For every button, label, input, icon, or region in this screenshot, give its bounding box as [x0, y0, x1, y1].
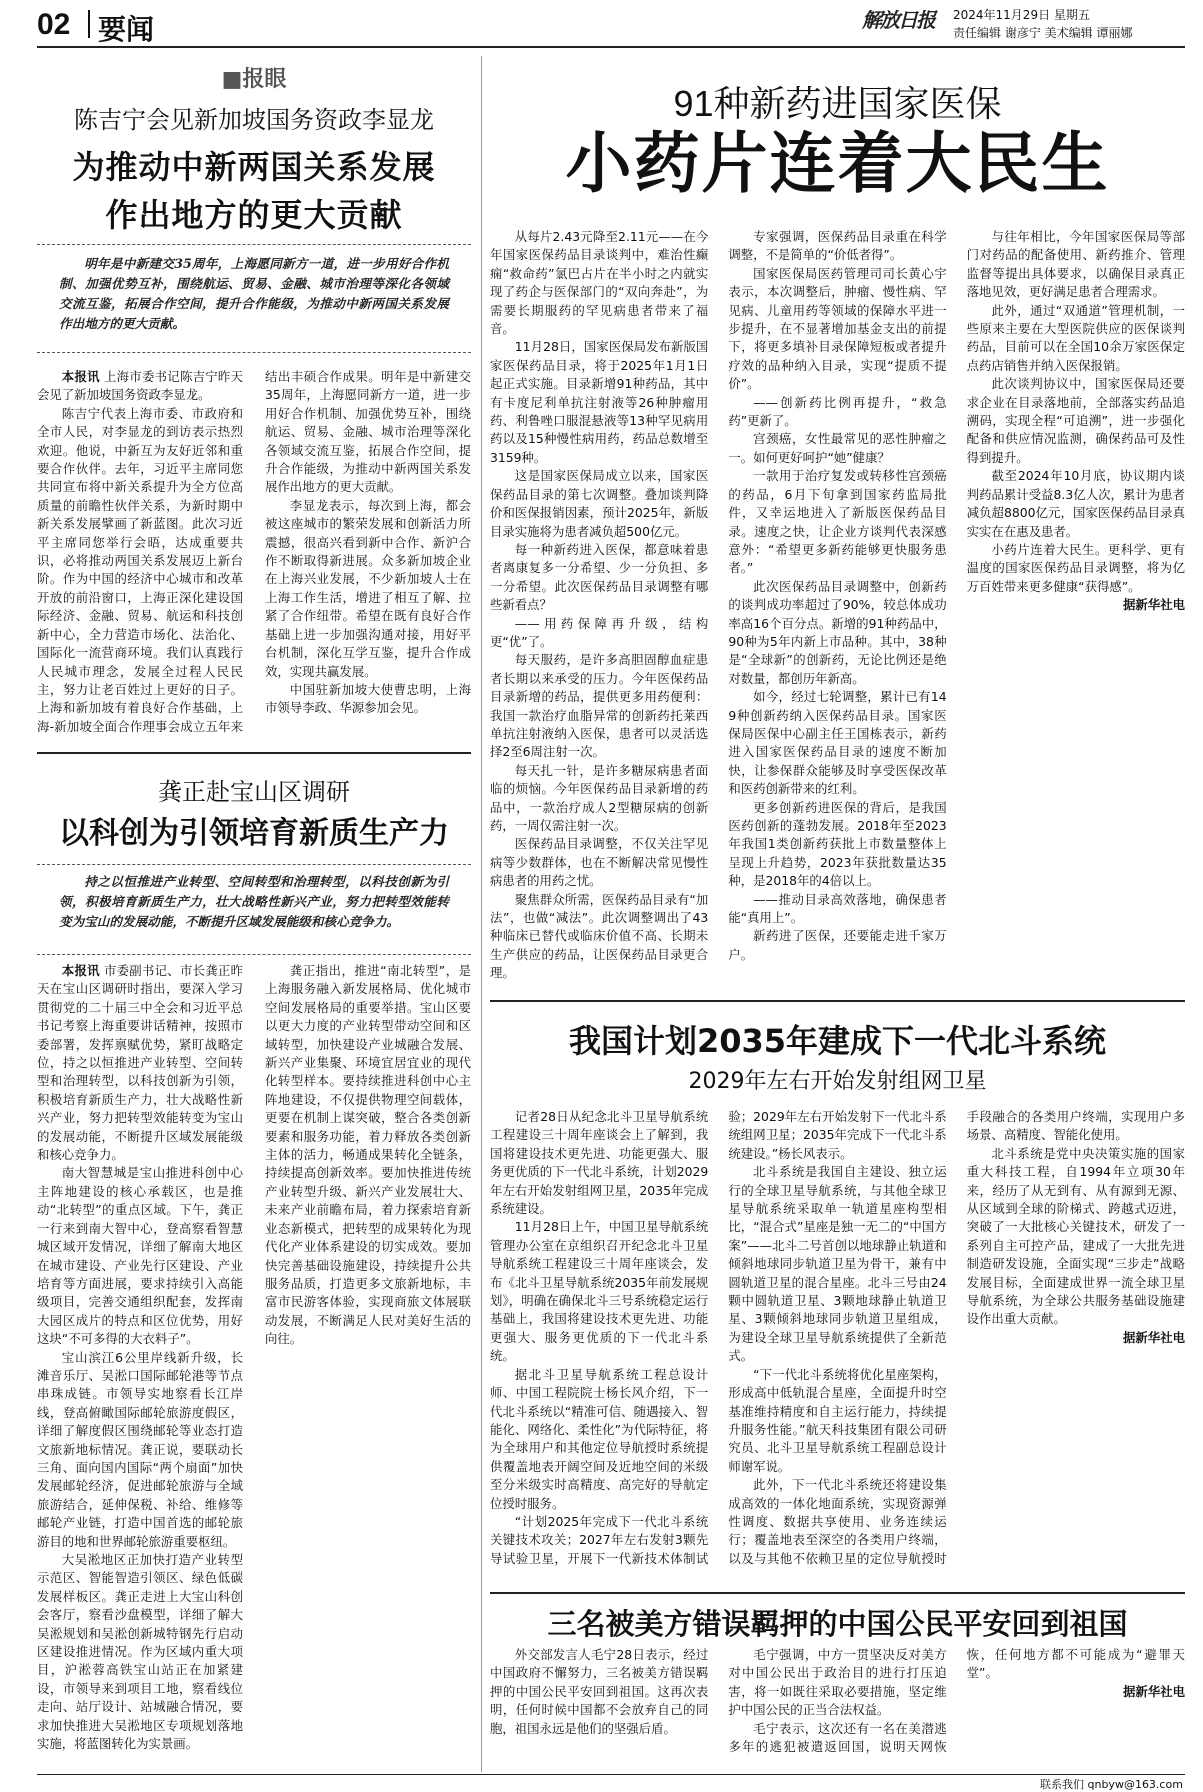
- paragraph: [490, 338, 708, 467]
- paragraph-text: 毛宁强调，中方一贯坚决反对美方对中国公民出于政治目的进行打压迫害，将一如既往采取必要措施，坚定维护中国公民的正当合法权益。: [728, 1647, 947, 1718]
- paragraph-text: 新药进了医保，还要能走进千家万户。: [728, 928, 947, 962]
- page-number: 02: [37, 8, 71, 41]
- paragraph: [728, 394, 946, 431]
- article-citizens-return: [490, 1596, 1185, 1772]
- paragraph-text: ——推动目录高效落地，确保患者能“真用上”。: [728, 891, 947, 926]
- paragraph: [728, 265, 946, 394]
- paragraph: [728, 467, 946, 577]
- paragraph: [728, 799, 946, 891]
- paragraph-text: 每一种新药进入医保，都意味着患者离康复多一分希望、少一分负担、多一分希望。此次医保药品目录调整有哪些新看点？: [490, 541, 709, 613]
- page-header: [0, 0, 1203, 46]
- article-subtitle: 龚正赴宝山区调研: [158, 778, 350, 806]
- article-abstract: 持之以恒推进产业转型、空间转型和治理转型，以科技创新为引领，积极培育新质生产力，壮大战略性新兴产业，努力把转型效能转变为宝山的发展动能，不断提升区域发展能级和核心竞争力。: [59, 874, 449, 929]
- article-title-line1: 为推动中新两国关系发展: [72, 148, 436, 186]
- article-abstract: 明年是中新建交35周年，上海愿同新方一道，进一步用好合作机制、加强优势互补，围绕航运、贸易、金融、城市治理等深化各领域交流互鉴，拓展合作空间，提升合作能级，为推动中新两国关系发展作出地方的更大贡献。: [59, 256, 449, 331]
- divider-a4-a5: [490, 1592, 1185, 1594]
- article-title-line2: 作出地方的更大贡献: [105, 196, 403, 234]
- paragraph: [967, 228, 1185, 302]
- paragraph-text: ——用药保障再升级，结构更“优”了。: [490, 615, 709, 649]
- dateline: 本报讯: [61, 963, 100, 978]
- paragraph-text: 外交部发言人毛宁28日表示，经过中国政府不懈努力，三名被美方错误羁押的中国公民平安回到祖国。这再次表明，任何时候中国都不会放弃自己的同胞，祖国永远是他们的坚强后盾。: [490, 1647, 709, 1736]
- paragraph-text: 截至2024年10月底，协议期内谈判药品累计受益8.3亿人次，累计为患者减负超8800亿元，国家医保药品目录真实实在在惠及患者。: [966, 468, 1185, 539]
- paragraph-text: 李显龙表示，每次到上海，都会被这座城市的繁荣发展和创新活力所震撼，很高兴看到新中合作、新沪合作不断取得新进展。众多新加坡企业在上海兴业发展，不少新加坡人士在上海工作生活，增进了相互了解、拉紧了合作纽带。希望在既有良好合作基础上进一步加强沟通对接，用好平台机制，深化互学互鉴，提升合作成效，实现共赢发展。: [265, 497, 471, 679]
- paragraph-text: 市委副书记、市长龚正昨天在宝山区调研时指出，要深入学习贯彻党的二十届三中全会和习近平总书记考察上海重要讲话精神，按照市委部署，发挥禀赋优势，紧盯战略定位，持之以恒推进产业转型、空间转型和治理转型，以科技创新为引领，积极培育新质生产力，壮大战略性新兴产业，努力把转型效能转变为宝山的发展动能，不断提升区域发展能级和核心竞争力。: [37, 963, 243, 1163]
- masthead-logo: 解放日报: [862, 8, 934, 32]
- paragraph: [490, 1218, 708, 1365]
- article-medical-insurance: [490, 56, 1185, 998]
- paragraph-text: 11月28日，国家医保局发布新版国家医保药品目录，将于2025年1月1日起正式实施。目录新增91种药品，其中有卡度尼利单抗注射液等26种肿瘤用药、利鲁唑口服混悬液等13种罕见病用药以及15种慢性病用药，药品总数增至3159种。: [490, 339, 709, 465]
- paragraph: [37, 1164, 243, 1348]
- article-title: 以科创为引领培育新质生产力: [59, 816, 449, 851]
- paragraph: [37, 368, 243, 405]
- paragraph: [967, 467, 1185, 541]
- article-title: 我国计划2035年建成下一代北斗系统: [568, 1022, 1107, 1060]
- paragraph: [728, 228, 946, 265]
- header-divider: [88, 10, 90, 38]
- paragraph: [490, 541, 708, 615]
- source-text: 据新华社电: [1123, 597, 1185, 613]
- paragraph: [728, 1366, 946, 1476]
- article-title: 三名被美方错误羁押的中国公民平安回到祖国: [547, 1607, 1128, 1641]
- paragraph-text: 陈吉宁代表上海市委、市政府和全市人民，对李显龙的到访表示热烈欢迎。他说，中新互为友好近邻和重要合作伙伴。去年，习近平主席同您共同宣布将中新关系提升为全方位高质量的前瞻性伙伴关系，为新时期中新关系发展擘画了新蓝图。此次习近平主席同您举行会晤，达成重要共识，必将推动两国关系发展迈上新台阶。作为中国的经济中心城市和改革开放的前沿窗口，上海正深化建设国际经济、金融、贸易、航运和科技创新中心，全力营造市场化、法治化、国际化一流营商环境。我们认真践行人民城市理念，发展全过程人民民主，努力让老百姓过上更好的日子。上海和新加坡有着良好合作基础，上海-新加坡全面合作理事会成立五年来结出丰硕合作成果。明年是中新建交35周年，上海愿同新方一道，进一步用好合作机制、加强优势互补，围绕航运、贸易、金融、城市治理等深化各领域交流互鉴，拓展合作空间，提升合作能级，为推动中新两国关系发展作出地方的更大贡献。: [37, 369, 471, 734]
- article-beidou: [490, 1006, 1185, 1588]
- abstract-rule-bottom: [37, 954, 471, 955]
- footer-rule: [37, 1774, 1185, 1775]
- paragraph-text: 北斗系统是党中央决策实施的国家重大科技工程，自1994年立项30年来，经历了从无到有、从有源到无源、从区域到全球的阶梯式、跨越式迈进，突破了一大批核心关键技术，研发了一系列自主可控产品，建成了一大批先进制造研发设施，全面实现“三步走”战略发展目标，全面建成世界一流全球卫星导航系统，为全球公共服务基础设施建设作出重大贡献。: [966, 1145, 1185, 1327]
- abstract-rule-top: [37, 864, 471, 865]
- paragraph-text: 大吴淞地区正加快打造产业转型示范区、智能智造引领区、绿色低碳发展样板区。龚正走进上大宝山科创会客厅，察看沙盘模型，详细了解大吴淞规划和吴淞创新城特钢先行启动区建设推进情况。作为区域内重大项目，沪淞蓉高铁宝山站正在加紧建设，市领导来到项目工地，察看线位走向、站厅设计、站城融合情况，要求加快推进大吴淞地区专项规划落地实施，将蓝图转化为实景画。: [37, 1552, 243, 1752]
- paragraph: [490, 1366, 708, 1513]
- article-body: [37, 962, 471, 1770]
- paragraph-text: 龚正指出，推进“南北转型”，是上海服务融入新发展格局、优化城市空间发展格局的重要举措。宝山区要以更大力度的产业转型带动空间和区域转型，加快建设产业城融合发展、新兴产业集聚、环境宜居宜业的现代化转型样本。要持续推进科创中心主阵地建设，不仅提供物理空间载体，更要在机制上谋突破，整合各类创新要素和服务功能，着力释放各类创新主体的活力，畅通成果转化全链条，持续提高创新效率。要加快推进传统产业转型升级、新兴产业发展壮大、未来产业前瞻布局，着力探索培育新业态新模式，把转型的成果转化为现代化产业体系建设的切实成效。要加快完善基础设施建设，持续提升公共服务品质，打造更多文旅新地标，丰富市民游客体验，实现商旅文体展联动发展，不断满足人民对美好生活的向往。: [265, 963, 471, 1347]
- divider-a1-a2: [37, 752, 471, 754]
- paragraph-text: 一款用于治疗复发或转移性宫颈癌的药品，6月下旬拿到国家药监局批件，又幸运地进入了新版医保药品目录。速度之快，让企业方谈判代表深感意外：“希望更多新药能够更快服务患者。”: [728, 468, 947, 576]
- dateline: 本报讯: [61, 369, 100, 384]
- paragraph-text: 南大智慧城是宝山推进科创中心主阵地建设的核心承载区，也是推动“北转型”的重点区域。下午，龚正一行来到南大智中心，登高察看智慧城区域开发情况，详细了解南大地区在城市建设、产业先行区建设、产业培育等方面进展，要求持续引入高能级项目，完善交通组织配套，发挥南大园区成片的特点和区位优势，用好这块“不可多得的大衣料子”。: [37, 1165, 243, 1347]
- paragraph-text: 毛宁表示，这次还有一名在美潜逃多年的逃犯被遣返回国，说明天网恢恢，任何地方都不可能成为“避罪天堂”。: [728, 1647, 1185, 1755]
- abstract-rule-bottom: [37, 352, 471, 353]
- paragraph-text: 每天扎一针，是许多糖尿病患者面临的烦恼。今年医保药品目录新增的药品中，一款治疗成人2型糖尿病的创新药，一周仅需注射一次。: [490, 762, 709, 833]
- header-rule: [37, 46, 1185, 48]
- article-subtitle: 91种新药进国家医保: [673, 83, 1002, 124]
- paragraph: [490, 835, 708, 890]
- paragraph: [37, 1349, 243, 1551]
- paragraph: [490, 615, 708, 652]
- paragraph: [265, 681, 471, 718]
- source-text: 据新华社电: [1123, 1683, 1185, 1699]
- paragraph-text: 北斗系统是我国自主建设、独立运行的全球卫星导航系统，与其他全球卫星导航系统采取单一轨道星座构型相比，“混合式”星座是独一无二的“中国方案”——北斗二号首创以地球静止轨道和倾斜地球同步轨道卫星为骨干，兼有中圆轨道卫星的混合星座。北斗三号由24颗中圆轨道卫星、3颗地球静止轨道卫星、3颗倾斜地球同步轨道卫星组成，为建设全球卫星导航系统提供了全新范式。: [728, 1164, 947, 1364]
- source-text: 据新华社电: [1123, 1329, 1185, 1345]
- paragraph-text: 聚焦群众所需，医保药品目录有“加法”，也做“减法”。此次调整调出了43种临床已替代或临床价值不高、长期未生产供应的药品，让医保药品目录更合理。: [490, 891, 709, 981]
- article-body: [490, 228, 1185, 994]
- paragraph: [37, 962, 243, 1164]
- paragraph-text: 与往年相比，今年国家医保局等部门对药品的配备使用、新药推介、管理监督等提出具体要求，以确保目录真正落地见效，更好满足患者合理需求。: [966, 229, 1185, 300]
- paragraph-text: ——创新药比例再提升，“救急药”更新了。: [728, 394, 947, 429]
- paragraph: [728, 430, 946, 467]
- paragraph-text: 此次谈判协议中，国家医保局还要求企业在目录落地前，全部落实药品追溯码，实现全程“可追溯”，进一步强化配备和供应情况监测，确保药品可及性得到提升。: [966, 376, 1185, 465]
- paragraph-text: 每天服药，是许多高胆固醇血症患者长期以来承受的压力。今年医保药品目录新增的药品，提供更多用药便利：我国一款治疗血脂异常的创新药托莱西单抗注射液纳入医保，患者可以灵活选择2至6周注射一次。: [490, 652, 709, 760]
- paragraph: [728, 688, 946, 798]
- paragraph: [490, 891, 708, 983]
- source-credit: [967, 596, 1185, 614]
- paragraph-text: 上海市委书记陈吉宁昨天会见了新加坡国务资政李显龙。: [37, 369, 243, 403]
- paragraph-text: 医保药品目录调整，不仅关注罕见病等少数群体，也在不断解决常见慢性病患者的用药之忧。: [490, 836, 709, 889]
- paragraph-text: “下一代北斗系统将优化星座架构，形成高中低轨混合星座，全面提升时空基准维持精度和自主运行能力，持续提升服务性能。”航天科技集团有限公司研究员、北斗卫星导航系统工程副总设计师谢军说。: [728, 1366, 947, 1474]
- paragraph-text: 如今，经过七轮调整，累计已有149种创新药纳入医保药品目录。国家医保局医保中心副主任王国栋表示，新药进入国家医保药品目录的速度不断加快，让参保群众能够及时享受医保改革和医药创新带来的红利。: [728, 689, 947, 797]
- paragraph: [490, 1646, 708, 1738]
- editors-line: 责任编辑 谢彦宁 美术编辑 谭丽娜: [953, 26, 1133, 40]
- paragraph-text: 此次医保药品目录调整中，创新药的谈判成功率超过了90%，较总体成功率高16个百分点。新增的91种药品中，90种为5年内新上市品种。其中，38种是“全球新”的创新药，无论比例还是绝对数量，都创历年新高。: [728, 578, 947, 686]
- paragraph-text: 11月28日上午，中国卫星导航系统管理办公室在京组织召开纪念北斗卫星导航系统工程建设三十周年座谈会，发布《北斗卫星导航系统2035年前发展规划》，明确在确保北斗三号系统稳定运行基础上，我国将建设技术更先进、功能更强大、服务更优质的下一代北斗系统。: [490, 1219, 709, 1364]
- paragraph-text: 从每片2.43元降至2.11元——在今年国家医保药品目录谈判中，难治性癫痫“救命药”氯巴占片在半小时之内就实现了药企与医保部门的“双向奔赴”，为需要长期服药的罕见病患者带来了福音。: [490, 229, 709, 337]
- paragraph-text: 宫颈癌，女性最常见的恶性肿瘤之一。如何更好呵护“她”健康？: [728, 431, 947, 465]
- article-body: [37, 368, 471, 743]
- article-subtitle: 陈吉宁会见新加坡国务资政李显龙: [74, 106, 434, 134]
- paragraph-text: 专家强调，医保药品目录重在科学调整，不是简单的“价低者得”。: [728, 229, 947, 263]
- divider-a3-a4: [490, 1000, 1185, 1002]
- paragraph-text: 中国驻新加坡大使曹忠明，上海市领导李政、华源参加会见。: [265, 681, 471, 716]
- paragraph-text: 此外，通过“双通道”管理机制，一些原来主要在大型医院供应的医保谈判药品，目前可以在全国10余万家医保定点药店销售并纳入医保报销。: [966, 302, 1185, 373]
- article-subtitle: 2029年左右开始发射组网卫星: [688, 1069, 987, 1094]
- article-title: 小药片连着大民生: [565, 125, 1110, 202]
- paragraph-text: 国家医保局医药管理司司长黄心宇表示，本次调整后，肿瘤、慢性病、罕见病、儿童用药等领域的保障水平进一步提升，在不显著增加基金支出的前提下，将更多填补目录保障短板或者提升疗效的品种纳入目录，实现“提质不提价”。: [728, 265, 947, 392]
- paragraph: [967, 375, 1185, 467]
- column-divider: [481, 56, 482, 1772]
- paragraph: [728, 891, 946, 928]
- paragraph: [967, 541, 1185, 596]
- article-baoshan: [37, 760, 471, 1772]
- paragraph-text: 记者28日从纪念北斗卫星导航系统工程建设三十周年座谈会上了解到，我国将建设技术更先进、功能更强大、服务更优质的下一代北斗系统，计划2029年左右开始发射组网卫星，2035年完成系统建设。: [490, 1109, 709, 1217]
- issue-date: 2024年11月29日 星期五: [953, 8, 1090, 22]
- paragraph: [728, 1646, 946, 1720]
- source-credit: [967, 1329, 1185, 1347]
- paragraph: [265, 962, 471, 1349]
- paragraph-text: 据北斗卫星导航系统工程总设计师、中国工程院院士杨长风介绍，下一代北斗系统以“精准可信、随遇接入、智能化、网络化、柔性化”为代际特征，将为全球用户和其他定位导航授时系统提供覆盖地表开阔空间及近地空间的米级至分米级实时高精度、高完好的导航定位授时服务。: [490, 1366, 709, 1511]
- paragraph-text: 更多创新药进医保的背后，是我国医药创新的蓬勃发展。2018年至2023年我国1类创新药获批上市数量整体上呈现上升趋势，2023年获批数量达35种，是2018年的4倍以上。: [728, 799, 947, 889]
- article-body: [490, 1108, 1185, 1586]
- paragraph: [490, 228, 708, 338]
- paragraph-text: 宝山滨江6公里岸线新升级，长滩音乐厅、吴淞口国际邮轮港等节点串珠成链。市领导实地察看长江岸线，登高俯瞰国际邮轮旅游度假区，详细了解度假区围绕邮轮等业态打造文旅新地标情况。龚正说，要联动长三角、面向国内国际“两个扇面”加快发展邮轮经济，促进邮轮旅游与全域旅游结合，延伸保税、补给、维修等邮轮产业链，打造中国首选的邮轮旅游目的地和世界邮轮旅游重要枢纽。: [37, 1349, 243, 1549]
- abstract-rule-top: [37, 244, 471, 245]
- paragraph: [967, 1145, 1185, 1329]
- paragraph-text: 这是国家医保局成立以来，国家医保药品目录的第七次调整。叠加谈判降价和医保报销因素，预计2025年，新版目录实施将为患者减负超500亿元。: [490, 468, 709, 539]
- paragraph: [490, 651, 708, 761]
- paragraph: [37, 1551, 243, 1753]
- paragraph: [728, 927, 946, 964]
- paragraph-text: “计划2025年完成下一代北斗系统关键技术攻关；2027年左右发射3颗先导试验卫星，开展下一代新技术体制试验；2029年左右开始发射下一代北斗系统组网卫星；2035年完成下一代北斗系统建设。”杨长风表示。: [490, 1109, 947, 1566]
- paragraph: [490, 762, 708, 836]
- paragraph: [490, 1108, 708, 1218]
- paragraph: [967, 302, 1185, 376]
- section-name: 要闻: [98, 13, 155, 46]
- kicker: ■报眼: [221, 67, 287, 92]
- paragraph-text: 小药片连着大民生。更科学、更有温度的国家医保药品目录调整，将为亿万百姓带来更多健康“获得感”。: [966, 541, 1185, 594]
- contact-line: 联系我们 qnbyw@163.com: [1040, 1778, 1183, 1791]
- paragraph-text: 此外，下一代北斗系统还将建设集成高效的一体化地面系统，实现资源弹性调度、数据共享使用、业务连续运行；覆盖地表至深空的各类用户终端，以及与其他不依赖卫星的定位导航授时手段融合的各类用户终端，实现用户多场景、高精度、智能化使用。: [728, 1109, 1185, 1566]
- paragraph: [265, 497, 471, 681]
- paragraph: [490, 467, 708, 541]
- paragraph: [728, 578, 946, 688]
- source-credit: [967, 1683, 1185, 1701]
- article-shanghai-singapore: [37, 56, 471, 746]
- article-body: [490, 1646, 1185, 1770]
- paragraph: [728, 1163, 946, 1365]
